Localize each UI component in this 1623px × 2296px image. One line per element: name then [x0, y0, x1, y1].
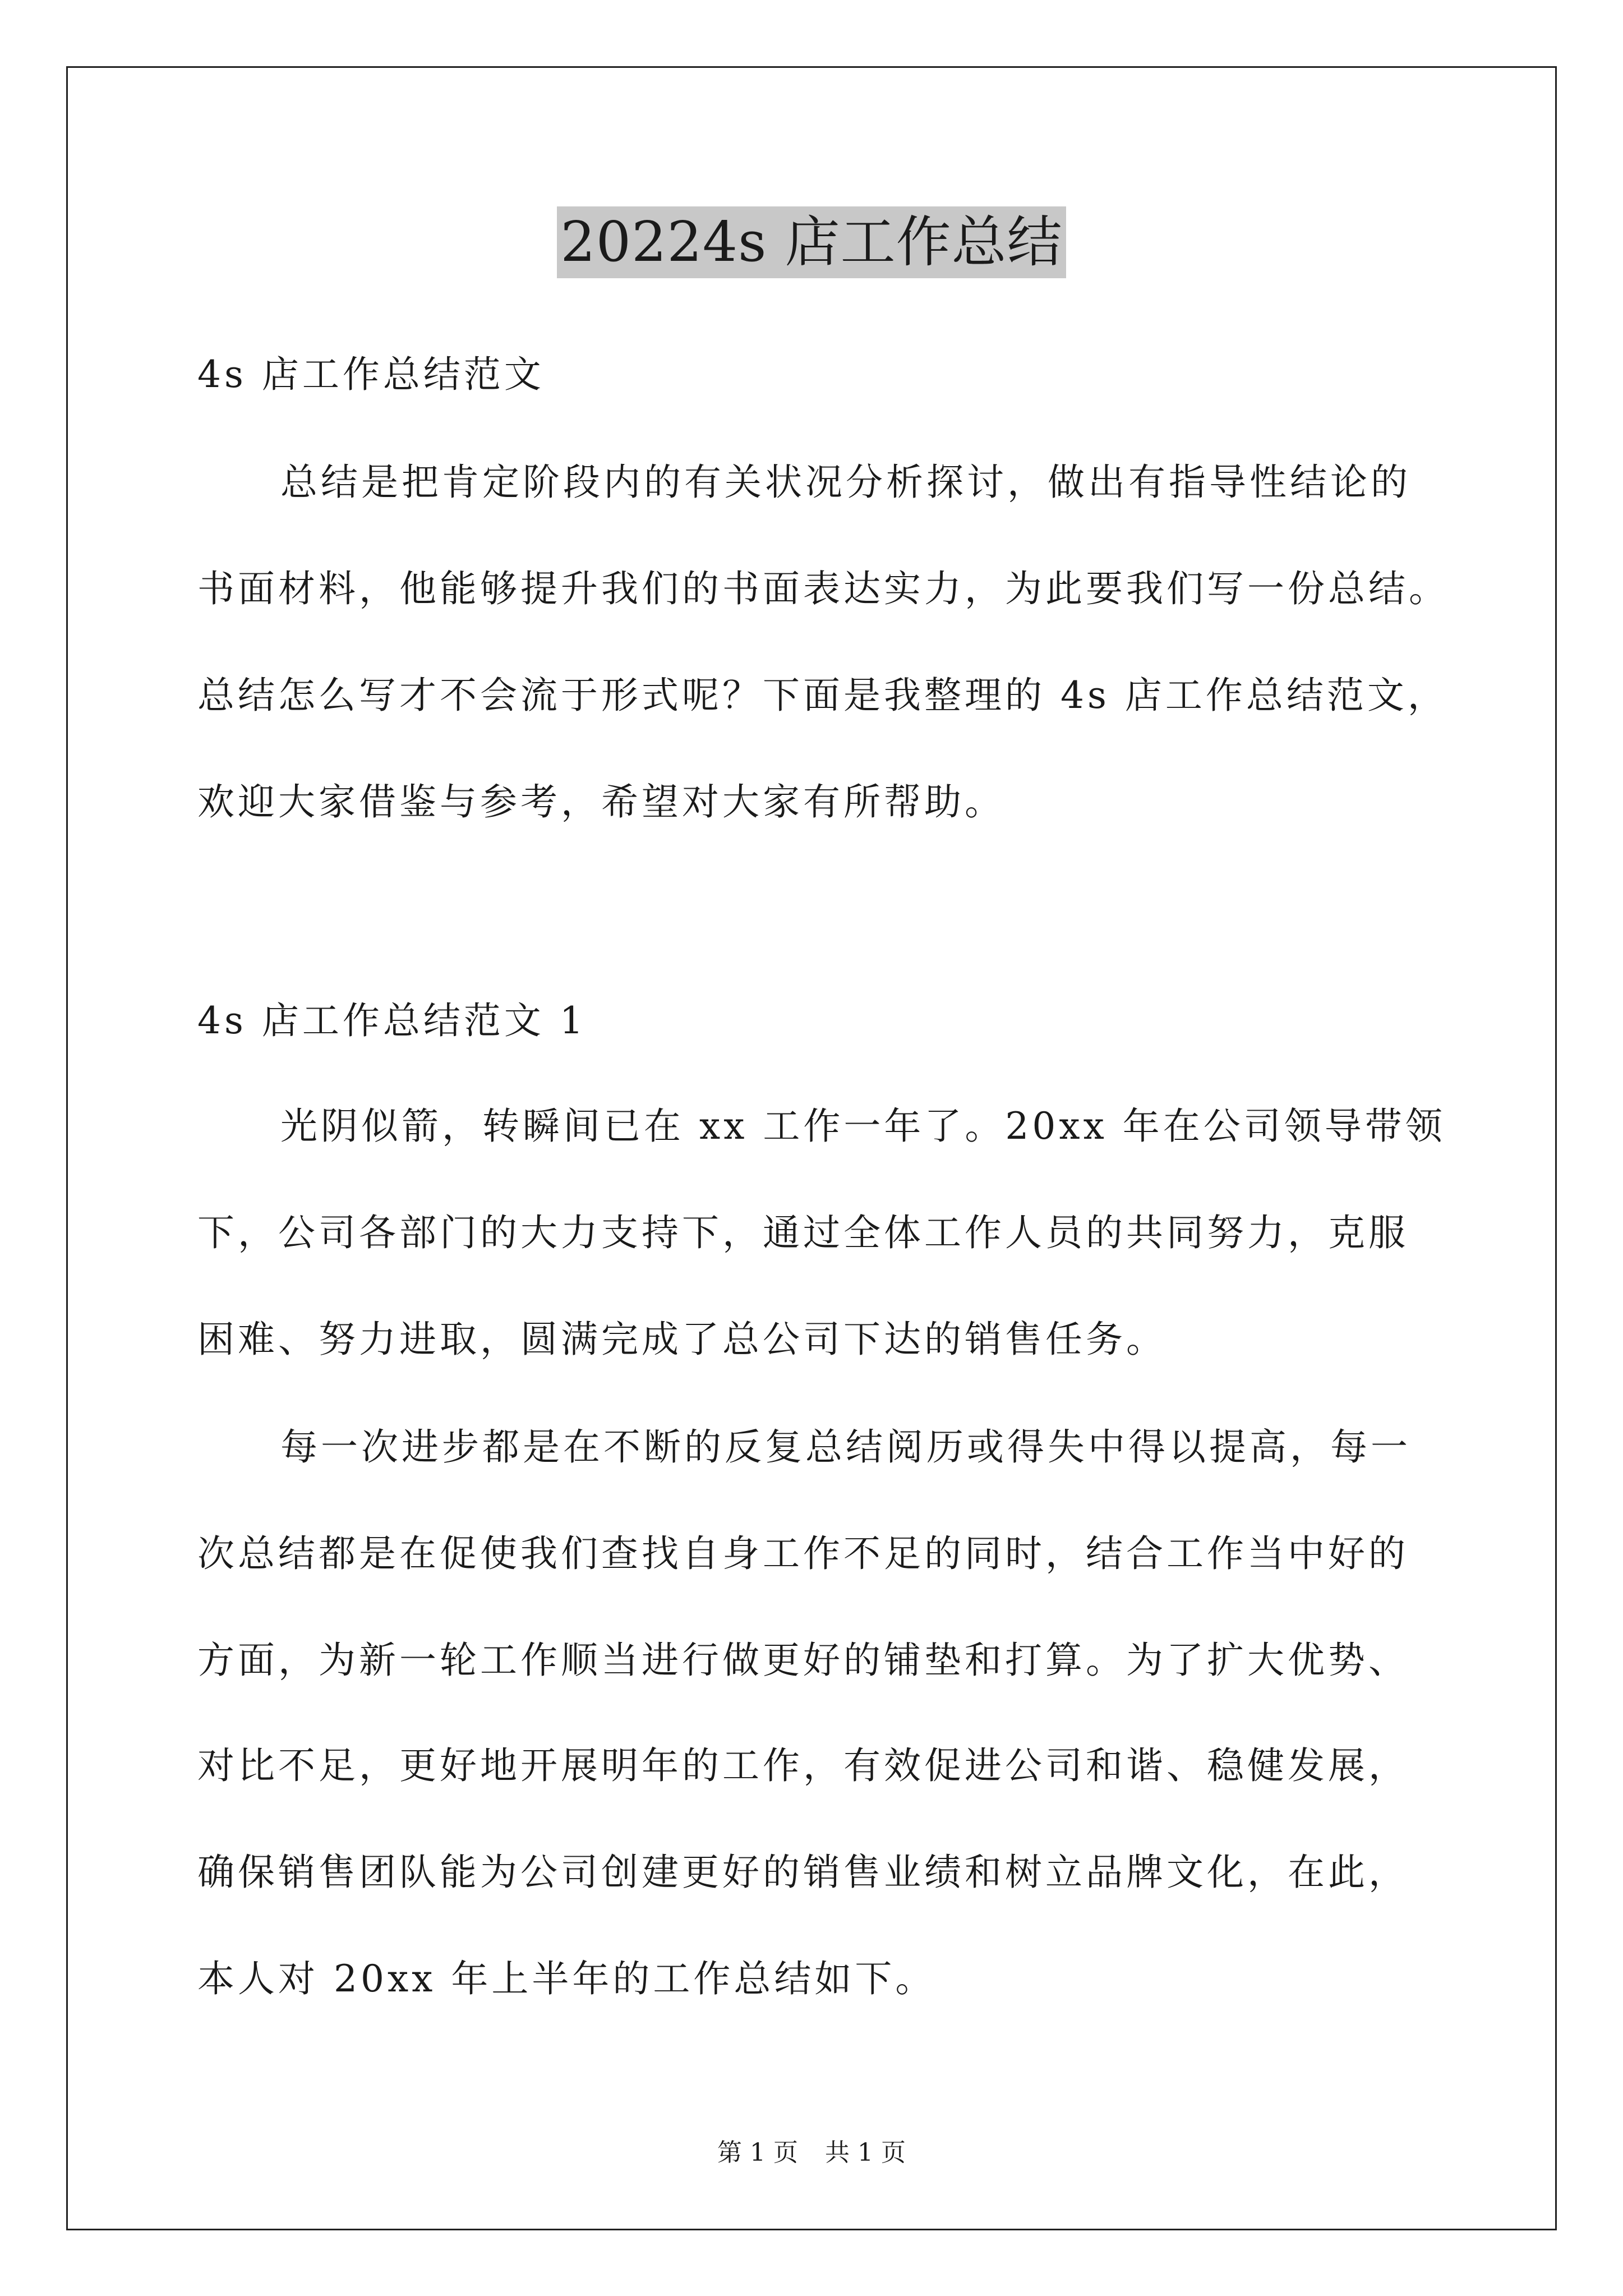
paragraph-line: 确保销售团队能为公司创建更好的销售业绩和树立品牌文化，在此，	[197, 1851, 1409, 1894]
paragraph-line: 次总结都是在促使我们查找自身工作不足的同时，结合工作当中好的	[197, 1532, 1409, 1575]
paragraph-line: 本人对 20xx 年上半年的工作总结如下。	[197, 1957, 936, 2000]
page-number: 第 1 页	[717, 2138, 798, 2167]
paragraph-line: 欢迎大家借鉴与参考，希望对大家有所帮助。	[197, 780, 1005, 823]
paragraph-line: 方面，为新一轮工作顺当进行做更好的铺垫和打算。为了扩大优势、	[197, 1639, 1409, 1682]
paragraph-line: 光阴似箭，转瞬间已在 xx 工作一年了。20xx 年在公司领导带领	[280, 1105, 1446, 1148]
paragraph-line: 困难、努力进取，圆满完成了总公司下达的销售任务。	[197, 1318, 1166, 1361]
page-footer	[0, 2137, 1623, 2169]
title-container	[0, 206, 1623, 278]
paragraph-line: 总结是把肯定阶段内的有关状况分析探讨，做出有指导性结论的	[280, 461, 1411, 504]
paragraph-line: 下，公司各部门的大力支持下，通过全体工作人员的共同努力，克服	[197, 1211, 1409, 1254]
paragraph-line: 每一次进步都是在不断的反复总结阅历或得失中得以提高，每一	[280, 1425, 1411, 1469]
paragraph-line: 总结怎么写才不会流于形式呢？下面是我整理的 4s 店工作总结范文，	[197, 674, 1448, 717]
page-total: 共 1 页	[825, 2138, 906, 2167]
section-heading: 4s 店工作总结范文 1	[197, 999, 587, 1042]
paragraph-line: 书面材料，他能够提升我们的书面表达实力，为此要我们写一份总结。	[197, 567, 1449, 610]
section-heading: 4s 店工作总结范文	[197, 353, 545, 396]
paragraph-line: 对比不足，更好地开展明年的工作，有效促进公司和谐、稳健发展，	[197, 1744, 1409, 1787]
document-title: 20224s 店工作总结	[557, 206, 1066, 278]
